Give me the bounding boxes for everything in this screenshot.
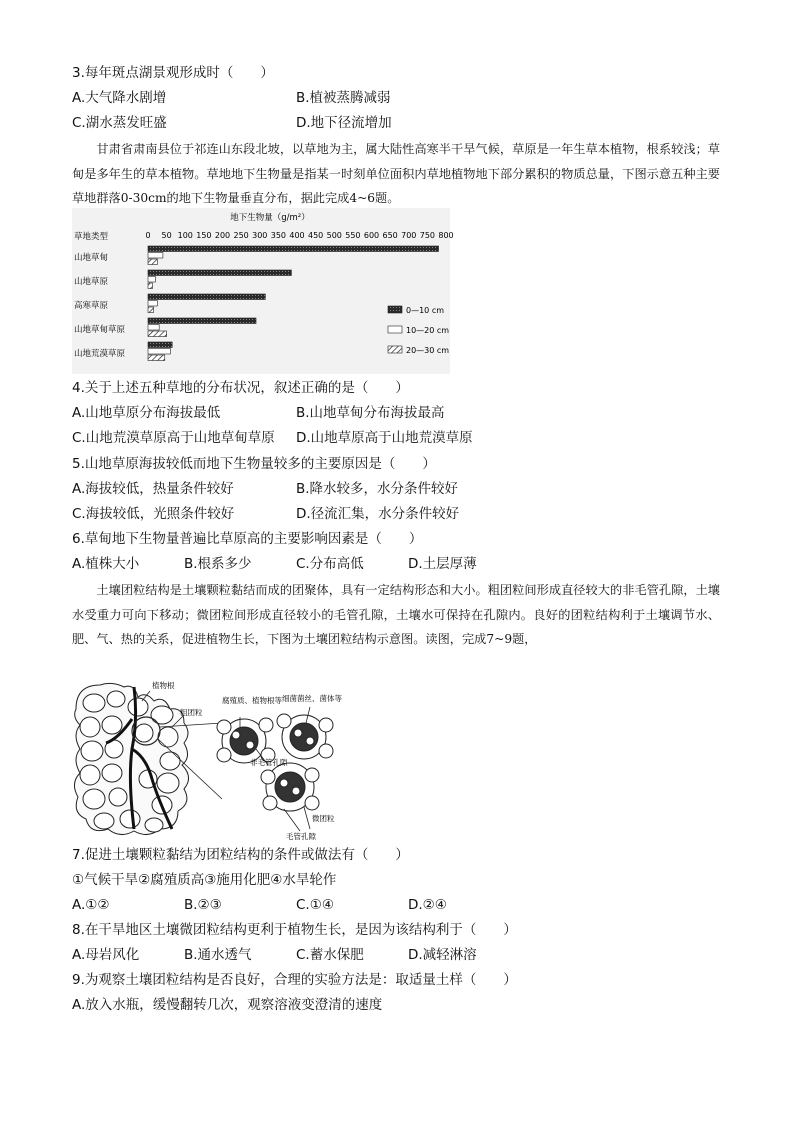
bar-3-3 xyxy=(148,307,154,313)
bar-3-5 xyxy=(148,355,165,361)
legend-label: 0—10 cm xyxy=(406,306,445,315)
legend-swatch xyxy=(388,306,402,313)
q8-option-c: C.蓄水保肥 xyxy=(296,947,364,963)
bar-2-3 xyxy=(148,301,157,307)
label-bacteria: 细菌菌丝、菌体等 xyxy=(282,694,342,703)
label-capillary-pore: 毛管孔隙 xyxy=(286,832,316,841)
label-plant-root: 植物根 xyxy=(152,681,175,690)
q5-option-b: B.降水较多，水分条件较好 xyxy=(296,481,459,497)
x-tick-label: 100 xyxy=(177,231,193,240)
q9-stem: 9.为观察土壤团粒结构是否良好，合理的实验方法是：取适量土样（ ） xyxy=(72,972,517,988)
q5-option-a: A.海拔较低，热量条件较好 xyxy=(72,481,234,497)
bar-3-2 xyxy=(148,283,152,289)
label-micro-aggregate: 微团粒 xyxy=(312,814,335,823)
bar-2-1 xyxy=(148,253,163,259)
q8-option-b: B.通水透气 xyxy=(184,947,252,963)
bar-2-4 xyxy=(148,325,159,331)
x-tick-label: 600 xyxy=(363,231,380,240)
x-tick-label: 250 xyxy=(233,231,249,240)
category-label: 山地荒漠草原 xyxy=(74,349,126,359)
bar-3-1 xyxy=(148,259,157,265)
bar-1-5 xyxy=(148,342,172,348)
category-label: 山地草甸草原 xyxy=(74,325,126,335)
bar-1-3 xyxy=(148,294,265,300)
q3-option-c: C.湖水蒸发旺盛 xyxy=(72,115,167,131)
soil-aggregate-diagram xyxy=(72,679,370,841)
q9-option-a: A.放入水瓶，缓慢翻转几次，观察溶液变澄清的速度 xyxy=(72,997,383,1013)
legend-label: 10—20 cm xyxy=(406,326,450,335)
legend-label: 20—30 cm xyxy=(406,346,450,355)
x-tick-label: 650 xyxy=(382,231,398,240)
passage-grassland: 甘肃省肃南县位于祁连山东段北坡，以草地为主，属大陆性高寒半干旱气候，草原是一年生草本植物，根系较浅；草甸是多年生的草本植物。草地地下生物量是指某一时刻单位面积内草地植物地下部分累积的物质总量，下图示意五种主要草地群落0-30cm的地下生物量垂直分布，据此完成4~6题。 xyxy=(72,142,720,205)
q4-option-d: D.山地草原高于山地荒漠草原 xyxy=(296,430,473,446)
q4-option-c: C.山地荒漠草原高于山地草甸草原 xyxy=(72,430,275,446)
q5-option-c: C.海拔较低，光照条件较好 xyxy=(72,506,235,522)
bar-3-4 xyxy=(148,331,167,337)
legend-swatch xyxy=(388,326,402,333)
label-humus: 腐殖质、植物根等 xyxy=(222,696,282,705)
x-tick-label: 700 xyxy=(401,231,417,240)
bar-2-5 xyxy=(148,349,170,355)
q3-option-a: A.大气降水剧增 xyxy=(72,90,167,106)
category-label: 高寒草原 xyxy=(74,301,109,311)
category-label: 山地草甸 xyxy=(74,253,109,263)
q6-stem: 6.草甸地下生物量普遍比草原高的主要影响因素是（ ） xyxy=(72,531,423,547)
chart-title: 地下生物量（g/m²） xyxy=(230,213,310,223)
q6-option-b: B.根系多少 xyxy=(184,556,252,572)
x-tick-label: 50 xyxy=(161,231,172,240)
q4-stem: 4.关于上述五种草地的分布状况，叙述正确的是（ ） xyxy=(72,380,409,396)
x-tick-label: 0 xyxy=(145,231,151,240)
q6-option-c: C.分布高低 xyxy=(296,556,364,572)
x-tick-label: 400 xyxy=(289,231,305,240)
biomass-bar-chart xyxy=(72,208,454,374)
q8-option-d: D.减轻淋溶 xyxy=(408,947,477,963)
q7-items: ①气候干旱②腐殖质高③施用化肥④水旱轮作 xyxy=(72,872,337,888)
x-tick-label: 550 xyxy=(345,231,361,240)
legend-swatch xyxy=(388,346,402,353)
bar-2-2 xyxy=(148,277,155,283)
q3-option-d: D.地下径流增加 xyxy=(296,115,392,131)
q5-option-d: D.径流汇集，水分条件较好 xyxy=(296,506,460,522)
chart-row-header: 草地类型 xyxy=(74,232,109,242)
q3-stem: 3.每年斑点湖景观形成时（ ） xyxy=(72,65,274,81)
x-tick-label: 350 xyxy=(270,231,287,240)
x-tick-label: 150 xyxy=(196,231,212,240)
q7-option-d: D.②④ xyxy=(408,897,447,913)
q7-stem: 7.促进土壤颗粒黏结为团粒结构的条件或做法有（ ） xyxy=(72,847,409,863)
q8-option-a: A.母岩风化 xyxy=(72,947,140,963)
x-tick-label: 300 xyxy=(252,231,268,240)
q4-option-b: B.山地草甸分布海拔最高 xyxy=(296,405,445,421)
x-tick-label: 450 xyxy=(307,231,324,240)
x-tick-label: 800 xyxy=(438,231,454,240)
bar-1-2 xyxy=(148,270,291,276)
passage-soil: 土壤团粒结构是土壤颗粒黏结而成的团聚体，具有一定结构形态和大小。粗团粒间形成直径较大的非毛管孔隙，土壤水受重力可向下移动；微团粒间形成直径较小的毛管孔隙，土壤水可保持在孔隙内。良好的团粒结构利于土壤调节水、肥、气、热的关系，促进植物生长，下图为土壤团粒结构示意图。读图，完成7~9题， xyxy=(72,583,720,646)
q7-option-c: C.①④ xyxy=(296,897,334,913)
bar-1-1 xyxy=(148,246,439,252)
q4-option-a: A.山地草原分布海拔最低 xyxy=(72,405,221,421)
q3-option-b: B.植被蒸腾减弱 xyxy=(296,90,391,106)
q6-option-a: A.植株大小 xyxy=(72,556,140,572)
label-coarse-aggregate: 粗团粒 xyxy=(180,708,203,717)
q6-option-d: D.土层厚薄 xyxy=(408,556,477,572)
x-tick-label: 200 xyxy=(214,231,231,240)
q7-option-a: A.①② xyxy=(72,897,110,913)
label-noncapillary-pore: 非毛管孔隙 xyxy=(250,758,288,767)
x-tick-label: 500 xyxy=(326,231,342,240)
bar-1-4 xyxy=(148,318,256,324)
x-tick-label: 750 xyxy=(419,231,436,240)
q7-option-b: B.②③ xyxy=(184,897,222,913)
category-label: 山地草原 xyxy=(74,277,109,287)
q5-stem: 5.山地草原海拔较低而地下生物量较多的主要原因是（ ） xyxy=(72,456,436,472)
q8-stem: 8.在干旱地区土壤微团粒结构更利于植物生长，是因为该结构利于（ ） xyxy=(72,922,517,938)
